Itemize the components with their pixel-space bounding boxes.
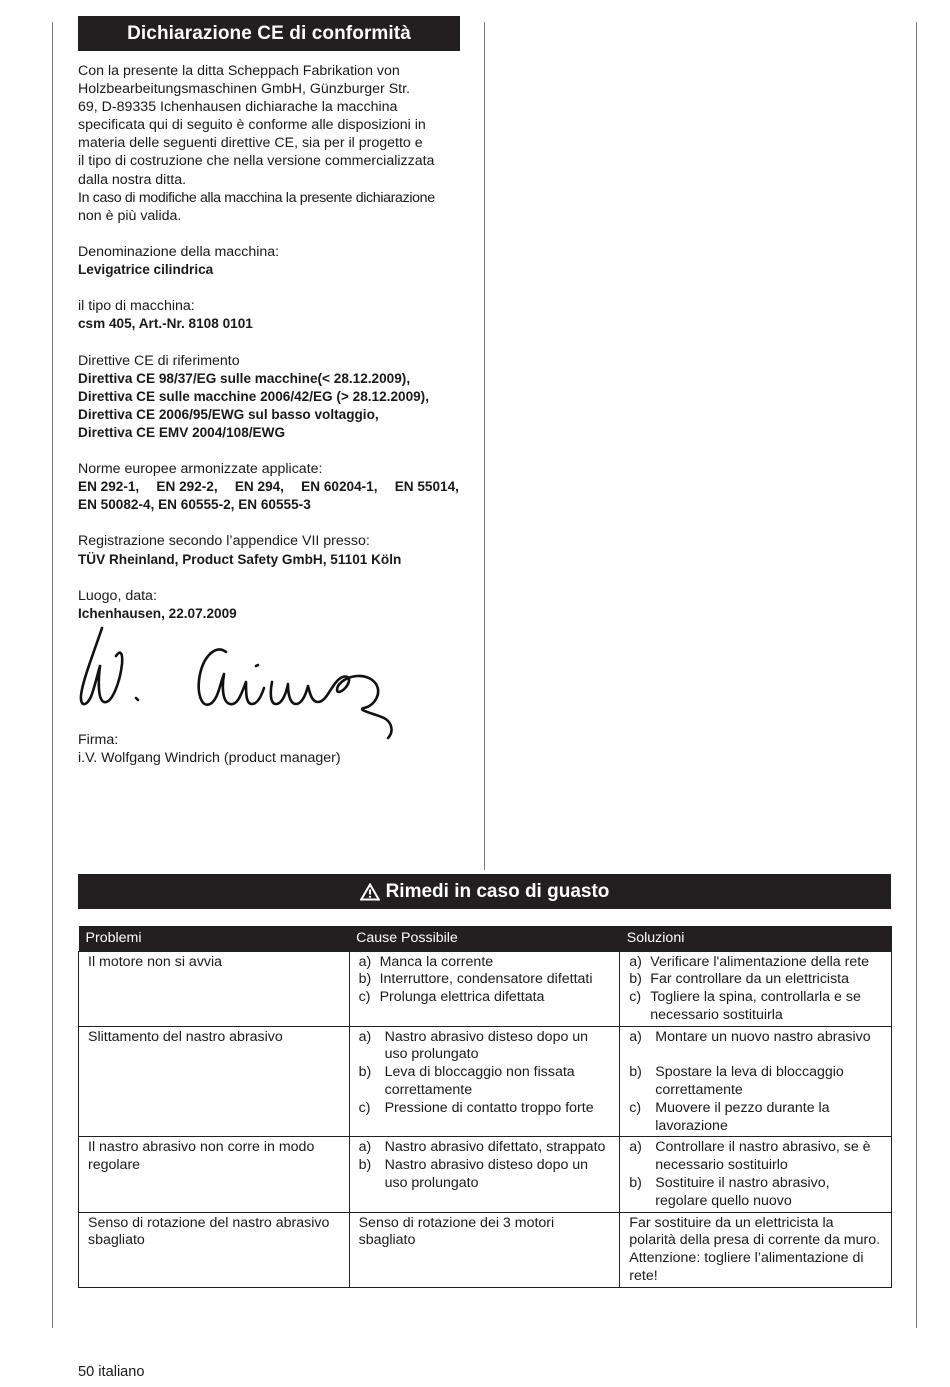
left-margin-rule: [52, 22, 53, 1328]
intro-line: specificata qui di seguito è conforme alle disposizioni in: [78, 117, 426, 134]
troubleshooting-title-text: Rimedi in caso di guasto: [385, 880, 610, 902]
machine-name: Levigatrice cilindrica: [78, 262, 214, 278]
troubleshooting-table: [78, 926, 892, 1288]
solutions-cell: a) Controllare il nastro abrasivo, se è necessario sostituirlo b) Sostituire il nastro abrasivo, regolare quello nuovo: [620, 1137, 892, 1212]
modification-note: non è più valida.: [78, 207, 182, 224]
solution-warning-note: Attenzione: togliere l’alimentazione di rete!: [629, 1250, 864, 1285]
registration-label: Registrazione secondo l’appendice VII presso:: [78, 533, 370, 550]
machine-type-label: il tipo di macchina:: [78, 298, 195, 315]
norm-item: EN 292-2,: [156, 479, 218, 495]
intro-line: dalla nostra ditta.: [78, 171, 187, 188]
intro-line: il tipo di costruzione che nella versione commercializzata: [78, 153, 435, 170]
right-margin-rule: [916, 22, 917, 1328]
column-header-causes: Cause Possibile: [349, 926, 620, 951]
solutions-cell: a) Verificare l'alimentazione della rete b) Far controllare da un elettricista c) Togliere la spina, controllarla e se necessario sostituirla: [620, 951, 892, 1026]
machine-type: csm 405, Art.-Nr. 8108 0101: [78, 316, 253, 332]
column-header-solutions: Soluzioni: [620, 926, 892, 951]
table-row: [79, 1137, 892, 1212]
handwritten-signature: [76, 622, 416, 740]
solution-text: Far sostituire da un elettricista la polarità della presa di corrente da muro.: [629, 1214, 881, 1249]
directive-item: Direttiva CE EMV 2004/108/EWG: [78, 424, 286, 440]
intro-line: Con la presente la ditta Scheppach Fabrikation von: [78, 63, 400, 79]
table-row: [79, 951, 892, 1026]
intro-line: 69, D-89335 Ichenhausen dichiarache la macchina: [78, 99, 398, 116]
place-date-label: Luogo, data:: [78, 587, 157, 604]
problem-cell: Il motore non si avvia: [79, 951, 350, 1026]
troubleshooting-title: [78, 874, 891, 909]
problem-cell: Il nastro abrasivo non corre in modo regolare: [79, 1137, 350, 1212]
norm-item: EN 292-1,: [78, 479, 140, 495]
ce-declaration-title: Dichiarazione CE di conformità: [78, 16, 460, 51]
norms-label: Norme europee armonizzate applicate:: [78, 461, 323, 478]
directive-item: Direttiva CE 98/37/EG sulle macchine(< 28.12.2009),: [78, 370, 411, 386]
column-divider-rule: [484, 22, 485, 870]
column-header-problems: Problemi: [79, 926, 350, 951]
registration-body: TÜV Rheinland, Product Safety GmbH, 51101 Köln: [78, 551, 402, 567]
table-row: [79, 1026, 892, 1137]
table-row: [79, 1212, 892, 1287]
table-header-row: [79, 926, 892, 951]
warning-triangle-icon: [360, 883, 380, 901]
norm-item: EN 60204-1,: [301, 479, 378, 495]
causes-cell: a) Nastro abrasivo disteso dopo un uso prolungato b) Leva di bloccaggio non fissata correttamente c) Pressione di contatto troppo forte: [349, 1026, 620, 1137]
solutions-cell: a) Montare un nuovo nastro abrasivo b) Spostare la leva di bloccaggio correttamente c) Muovere il pezzo durante la lavorazione: [620, 1026, 892, 1137]
signatory-name: i.V. Wolfgang Windrich (product manager): [78, 750, 341, 766]
problem-cell: Slittamento del nastro abrasivo: [79, 1026, 350, 1137]
norms-row: [78, 478, 459, 496]
causes-cell: a) Nastro abrasivo difettato, strappato b) Nastro abrasivo disteso dopo un uso prolungato: [349, 1137, 620, 1212]
norm-item: EN 294,: [234, 479, 284, 495]
causes-cell: Senso di rotazione dei 3 motori sbagliato: [349, 1212, 620, 1287]
directive-item: Direttiva CE 2006/95/EWG sul basso voltaggio,: [78, 406, 379, 422]
problem-cell: Senso di rotazione del nastro abrasivo sbagliato: [79, 1212, 350, 1287]
solutions-cell: [620, 1212, 892, 1287]
causes-cell: a) Manca la corrente b) Interruttore, condensatore difettati c) Prolunga elettrica difettata: [349, 951, 620, 1026]
directive-item: Direttiva CE sulle macchine 2006/42/EG (> 28.12.2009),: [78, 388, 429, 404]
norm-item: EN 55014,: [394, 479, 459, 495]
machine-name-label: Denominazione della macchina:: [78, 243, 280, 260]
modification-note: In caso di modifiche alla macchina la presente dichiarazione: [78, 189, 435, 206]
norms-row: EN 50082-4, EN 60555-2, EN 60555-3: [78, 497, 311, 513]
page-number-footer: 50 italiano: [78, 1364, 145, 1380]
intro-line: Holzbearbeitungsmaschinen GmbH, Günzburger Str.: [78, 81, 410, 98]
directives-label: Direttive CE di riferimento: [78, 352, 240, 369]
intro-line: materia delle seguenti direttive CE, sia per il progetto e: [78, 135, 423, 152]
place-date: Ichenhausen, 22.07.2009: [78, 605, 237, 621]
signature-label: Firma:: [78, 731, 119, 748]
